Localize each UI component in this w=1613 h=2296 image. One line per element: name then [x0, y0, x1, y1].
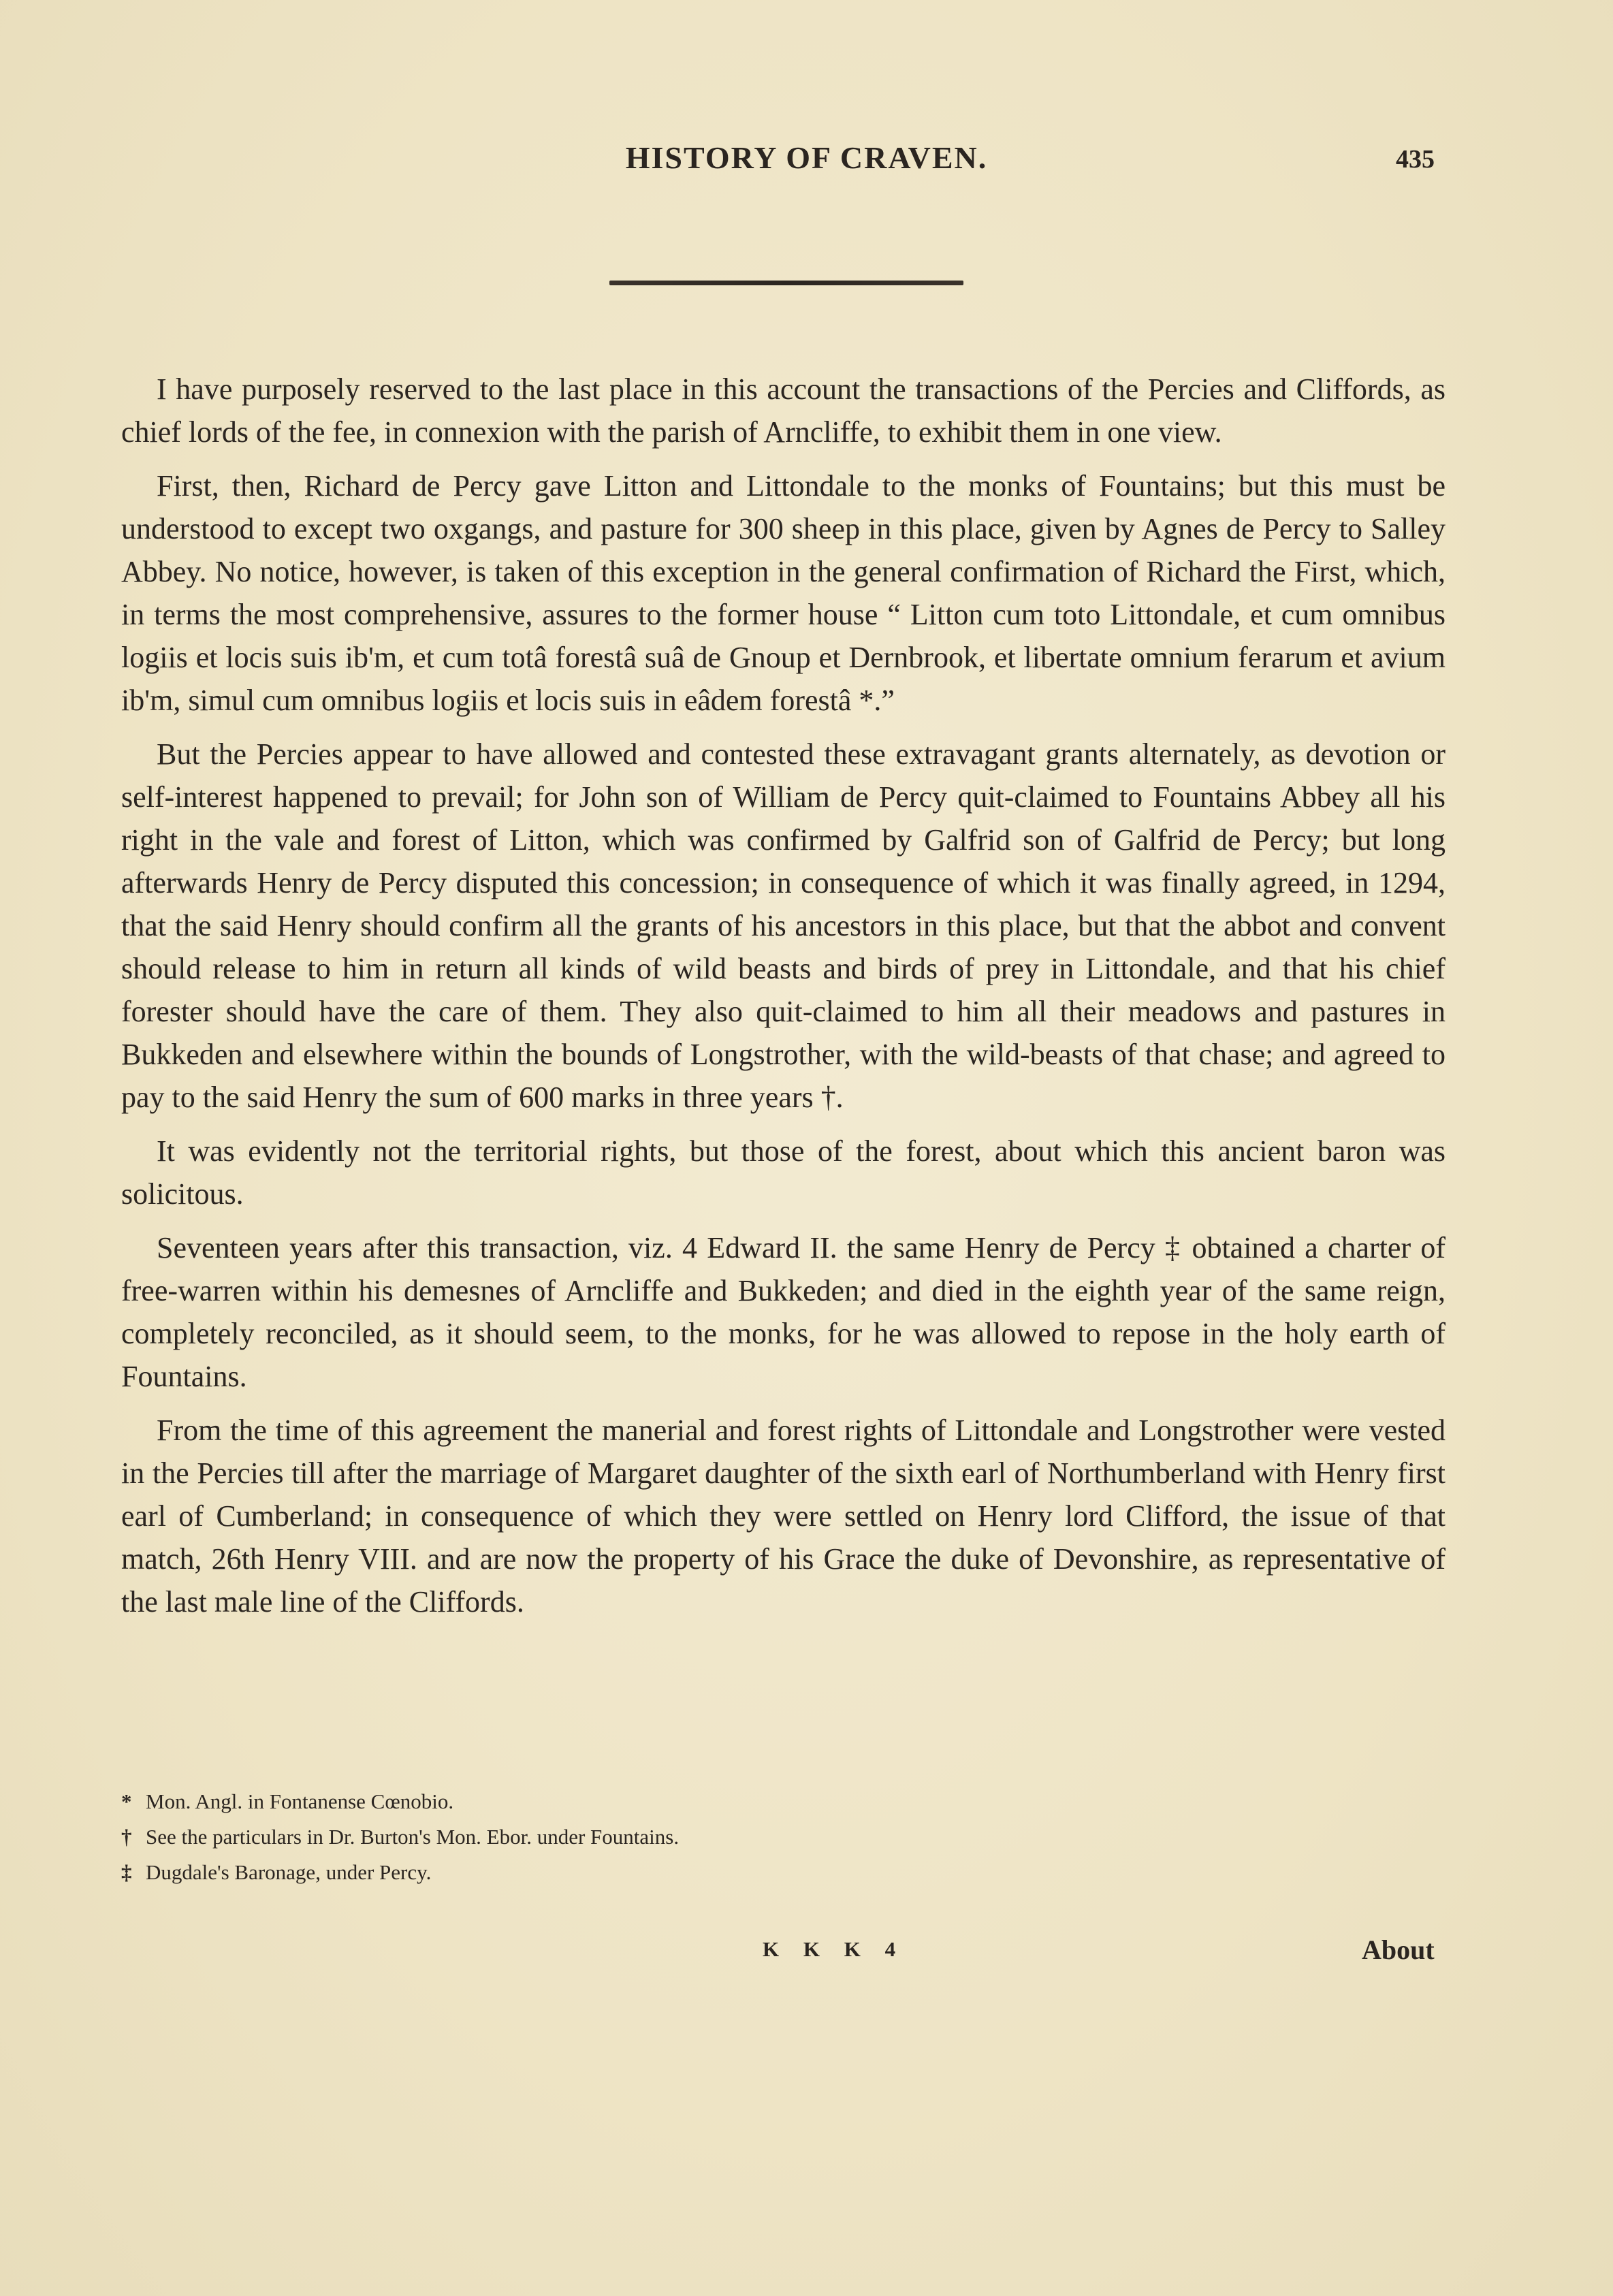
- footnotes: [121, 1784, 1279, 1890]
- footnote-mark: †: [121, 1825, 132, 1849]
- catchword: About: [1362, 1934, 1435, 1965]
- paragraph: First, then, Richard de Percy gave Litton and Littondale to the monks of Fountains; but this must be understood to except two oxgangs, and pasture for 300 sheep in this place, given by Agnes de Percy to Salley Abbey. No notice, however, is taken of this exception in the general confirmation of Richard the First, which, in terms the most comprehensive, assures to the former house “ Litton cum toto Littondale, et cum omnibus logiis et locis suis ib'm, et cum totâ forestâ suâ de Gnoup et Dernbrook, et libertate omnium ferarum et avium ib'm, simul cum omnibus logiis et locis suis in eâdem forestâ *.”: [121, 469, 1446, 717]
- paragraph: It was evidently not the territorial rights, but those of the forest, about which this ancient baron was solicitous.: [121, 1134, 1446, 1211]
- footnote-text: Mon. Angl. in Fontanense Cœnobio.: [146, 1789, 454, 1813]
- paragraph: Seventeen years after this transaction, viz. 4 Edward II. the same Henry de Percy ‡ obtained a charter of free-warren within his demesnes of Arncliffe and Bukkeden; and died in the eighth year of the same reign, completely reconciled, as it should seem, to the monks, for he was allowed to repose in the holy earth of Fountains.: [121, 1231, 1446, 1393]
- body-text: [121, 368, 1446, 1634]
- footnote-mark: *: [121, 1789, 132, 1813]
- signature-mark: K K K 4: [763, 1937, 906, 1961]
- footnote-text: See the particulars in Dr. Burton's Mon. Ebor. under Fountains.: [146, 1825, 680, 1849]
- footnote: [121, 1819, 1279, 1855]
- footnote-mark: ‡: [121, 1860, 132, 1884]
- footnote: [121, 1784, 1279, 1819]
- paragraph: I have purposely reserved to the last place in this account the transactions of the Percies and Cliffords, as chief lords of the fee, in connexion with the parish of Arncliffe, to exhibit them in one view.: [121, 372, 1446, 449]
- footnote: [121, 1855, 1279, 1890]
- footnote-text: Dugdale's Baronage, under Percy.: [146, 1860, 432, 1884]
- paragraph: But the Percies appear to have allowed and contested these extravagant grants alternately, as devotion or self-interest happened to prevail; for John son of William de Percy quit-claimed to Fountains Abbey all his right in the vale and forest of Litton, which was confirmed by Galfrid son of Galfrid de Percy; but long afterwards Henry de Percy disputed this concession; in consequence of which it was finally agreed, in 1294, that the said Henry should confirm all the grants of his ancestors in this place, but that the abbot and convent should release to him in return all kinds of wild beasts and birds of prey in Littondale, and that his chief forester should have the care of them. They also quit-claimed to him all their meadows and pastures in Bukkeden and elsewhere within the bounds of Longstrother, with the wild-beasts of that chase; and agreed to pay to the said Henry the sum of 600 marks in three years †.: [121, 737, 1446, 1114]
- running-head-title: HISTORY OF CRAVEN.: [625, 140, 988, 175]
- paragraph: From the time of this agreement the manerial and forest rights of Littondale and Longstrother were vested in the Percies till after the marriage of Margaret daughter of the sixth earl of Northumberland with Henry first earl of Cumberland; in consequence of which they were settled on Henry lord Clifford, the issue of that match, 26th Henry VIII. and are now the property of his Grace the duke of Devonshire, as representative of the last male line of the Cliffords.: [121, 1414, 1446, 1619]
- section-rule: [609, 281, 963, 285]
- page-number: 435: [1396, 145, 1435, 174]
